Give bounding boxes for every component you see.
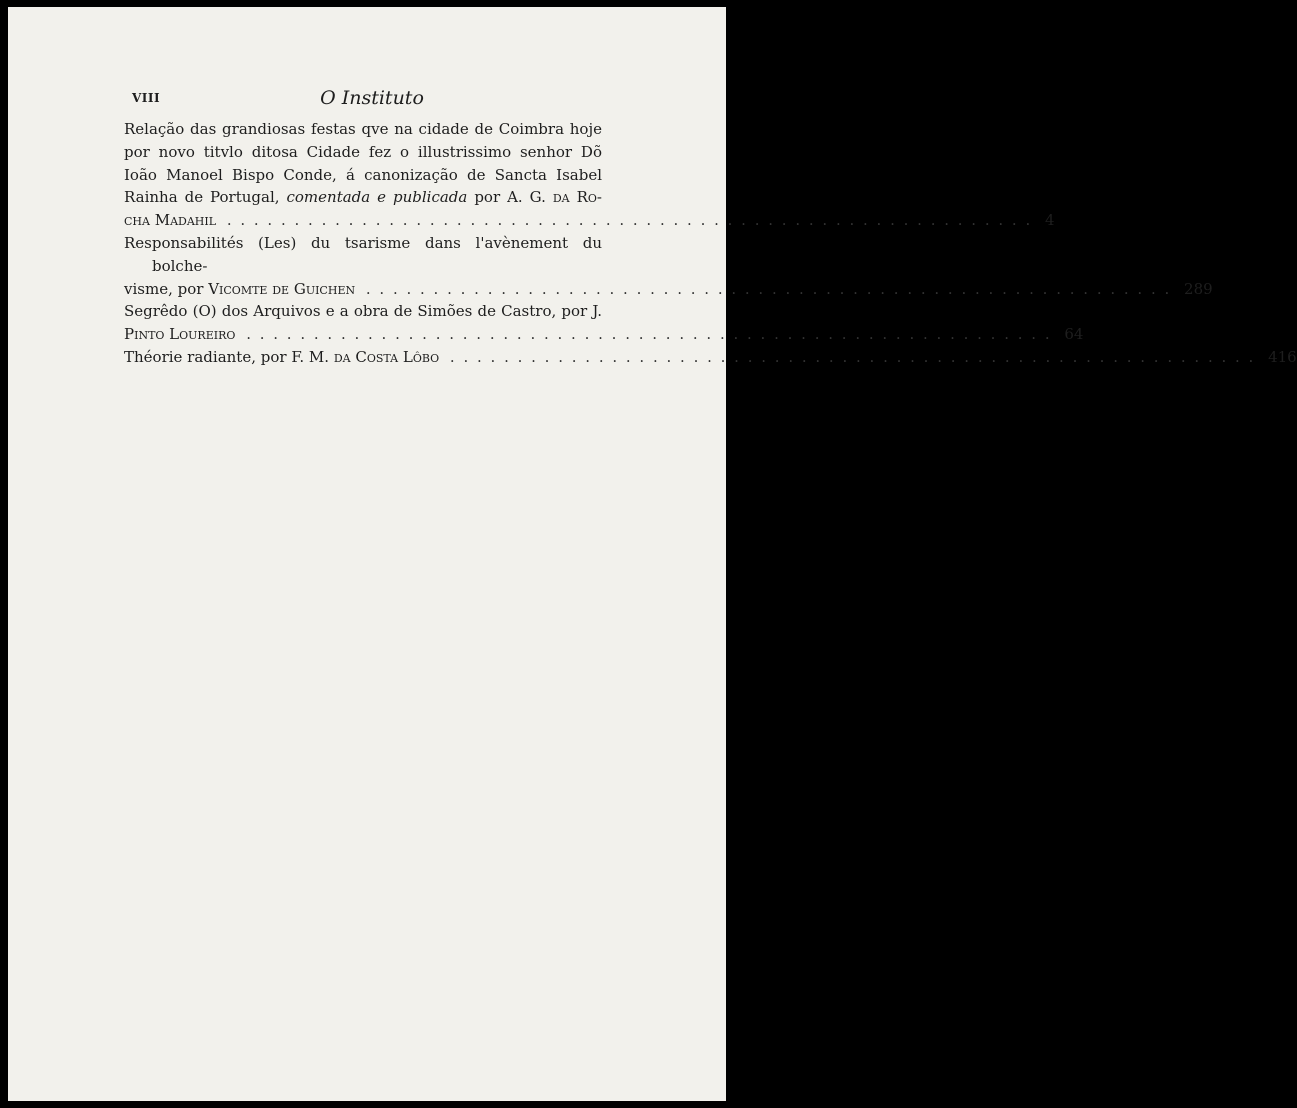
entry-title-line: Ioão Manoel Bispo Conde, á canonização de Sancta Isabel: [124, 165, 602, 184]
entry-page-number: 4: [1044, 211, 1055, 230]
entry-title-line: Responsabilités (Les) du tsarisme dans l'avènement du bolche-: [124, 233, 602, 275]
entry-text: visme, por: [124, 279, 204, 298]
entry-text: [124, 280, 355, 298]
entry-text: por A. G.: [474, 188, 546, 207]
dot-leader: [221, 211, 1045, 229]
entry-author: da Ro-: [552, 188, 602, 207]
index-list: [124, 118, 1297, 369]
entry-page-number: 289: [1184, 279, 1213, 298]
entry-text: Rainha de Portugal,: [124, 188, 280, 207]
entry-leader-line: [124, 323, 1084, 346]
entry-title-line: Segrêdo (O) dos Arquivos e a obra de Simões de Castro, por J.: [124, 302, 602, 321]
entry-author: da Costa Lôbo: [333, 347, 440, 366]
index-entry: [124, 118, 1055, 232]
entry-text: Théorie radiante, por F. M.: [124, 347, 330, 366]
entry-author: Vicomte de Guichen: [208, 279, 356, 298]
dot-leader: [360, 280, 1184, 298]
entry-leader-line: [124, 209, 1055, 232]
index-entry: [124, 232, 1213, 300]
entry-title-line: por novo titvlo ditosa Cidade fez o illustrissimo senhor Dõ: [124, 142, 602, 161]
page-header: [132, 87, 612, 117]
entry-leader-line: [124, 346, 1297, 369]
entry-title-line: [124, 186, 602, 209]
entry-text: [124, 348, 439, 366]
entry-page-number: 64: [1064, 325, 1084, 344]
entry-page-number: 416: [1268, 347, 1297, 366]
page-number: VIII: [132, 91, 161, 105]
dot-leader: [444, 348, 1268, 366]
entry-author: Pinto Loureiro: [124, 325, 236, 344]
entry-leader-line: [124, 278, 1213, 301]
running-title: O Instituto: [320, 87, 424, 109]
entry-italic-text: comentada e publicada: [286, 188, 468, 207]
entry-author: cha Madahil: [124, 211, 217, 230]
index-entry: [124, 346, 1297, 369]
entry-title-line: Relação das grandiosas festas qve na cidade de Coimbra hoje: [124, 120, 602, 138]
dot-leader: [240, 325, 1064, 343]
index-entry: [124, 300, 1084, 346]
